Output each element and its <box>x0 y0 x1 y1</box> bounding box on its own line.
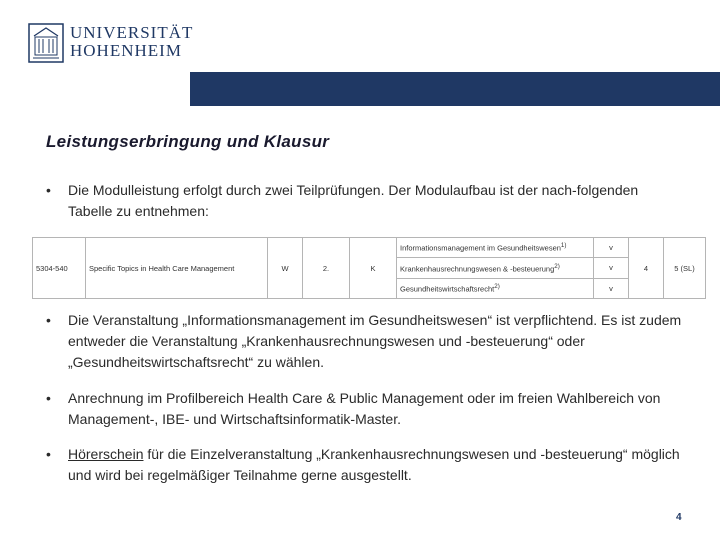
bullet-text: Die Modulleistung erfolgt durch zwei Teilprüfungen. Der Modulaufbau ist der nach-folgenden Tabelle zu entnehmen: <box>68 182 639 219</box>
bullet-dot: • <box>46 390 51 406</box>
bullet-dot: • <box>46 312 51 328</box>
course-name: Krankenhausrechnungswesen & -besteuerung <box>400 264 555 274</box>
course-cell <box>397 258 594 278</box>
module-code-cell: 5304-540 <box>33 238 86 299</box>
bullet-text: Die Veranstaltung „Informationsmanagement im Gesundheitswesen“ ist verpflichtend. Es ist zudem entweder die Veranstaltung „Krankenhausrechnungswesen und -besteuerung“ oder „Gesundheitswirtschaftsrecht“ zu wählen. <box>68 312 682 370</box>
mark-cell: v <box>594 238 629 258</box>
course-name: Informationsmanagement im Gesundheitswesen <box>400 243 561 253</box>
module-table <box>32 237 706 299</box>
logo-line-1: UNIVERSITÄT <box>70 23 194 42</box>
credits-cell: 4 <box>629 238 664 299</box>
bullet-item <box>46 310 686 373</box>
course-cell <box>397 278 594 298</box>
table-row <box>33 238 706 258</box>
course-footnote: 2) <box>494 283 500 291</box>
course-footnote: 1) <box>560 242 567 250</box>
bullet-item <box>46 444 686 486</box>
course-cell <box>397 238 594 258</box>
header-band-gap <box>0 72 190 106</box>
logo-wordmark <box>70 24 193 60</box>
bullet-text-rest: für die Einzelveranstaltung „Krankenhausrechnungswesen und -besteuerung“ möglich und wird bei regelmäßiger Teilnahme gerne ausgestellt. <box>68 446 680 483</box>
type-cell: W <box>268 238 303 299</box>
sws-cell: 5 (SL) <box>664 238 706 299</box>
bullet-text <box>68 444 686 486</box>
university-logo <box>26 20 194 70</box>
page-number: 4 <box>676 512 682 523</box>
bullet-text: Anrechnung im Profilbereich Health Care & Public Management oder im freien Wahlbereich von Management-, IBE- und Wirtschaftsinformatik-Master. <box>68 390 661 427</box>
hoererschein-link[interactable]: Hörerschein <box>68 446 144 462</box>
course-name: Gesundheitswirtschaftsrecht <box>400 284 495 294</box>
exam-cell: K <box>350 238 397 299</box>
module-name-cell: Specific Topics in Health Care Management <box>86 238 268 299</box>
bullet-item <box>46 180 686 222</box>
course-footnote: 2) <box>554 262 560 270</box>
university-seal-icon <box>26 20 66 66</box>
bullet-dot: • <box>46 182 51 198</box>
semester-cell: 2. <box>303 238 350 299</box>
mark-cell: v <box>594 278 629 298</box>
bullet-dot: • <box>46 446 51 462</box>
bullet-item <box>46 388 686 430</box>
logo-line-2: HOHENHEIM <box>70 41 182 60</box>
slide-title: Leistungserbringung und Klausur <box>46 132 330 151</box>
mark-cell: v <box>594 258 629 278</box>
